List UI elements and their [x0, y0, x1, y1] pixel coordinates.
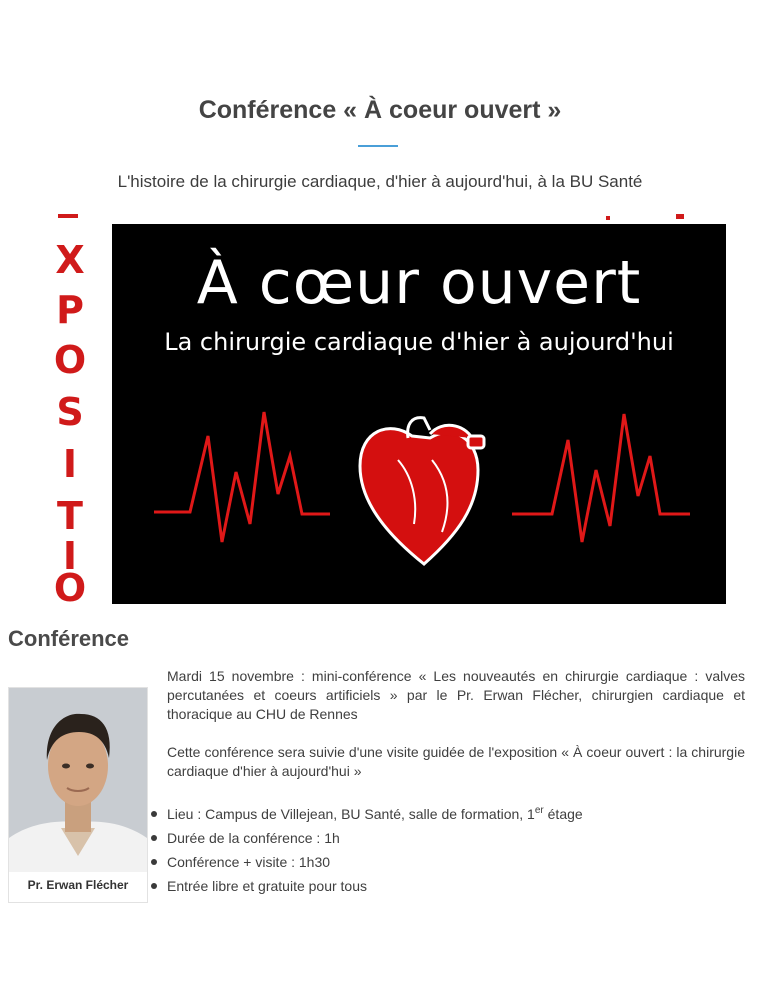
conference-description: Mardi 15 novembre : mini-conférence « Les nouveautés en chirurgie cardiaque : valves percutanées et coeurs artificiels » par le Pr. Erwan Flécher, chirurgien cardiaque et thoracique au CHU de Rennes [167, 668, 745, 722]
exhibition-banner [40, 210, 730, 606]
list-item-visit: Conférence + visite : 1h30 [167, 850, 745, 874]
expo-letter: X [55, 238, 85, 282]
expo-letter: O [53, 338, 87, 382]
expo-letter: S [56, 390, 84, 434]
banner-subtitle: La chirurgie cardiaque d'hier à aujourd'hui [164, 328, 674, 356]
banner-top-marks [40, 210, 730, 224]
speaker-photo [9, 688, 147, 872]
expo-letter: P [56, 288, 84, 332]
banner-title: À cœur ouvert [196, 248, 642, 318]
list-item-location [167, 802, 745, 826]
info-list [167, 802, 745, 898]
page-title: Conférence « À coeur ouvert » [198, 96, 562, 124]
page-subtitle: L'histoire de la chirurgie cardiaque, d'hier à aujourd'hui, à la BU Santé [117, 172, 643, 191]
expo-letter: O [53, 566, 87, 606]
banner-black-panel [112, 224, 726, 604]
section-heading: Conférence [8, 626, 130, 651]
expo-letter: T [57, 494, 83, 538]
list-item-entry: Entrée libre et gratuite pour tous [167, 874, 745, 898]
location-tail: étage [543, 806, 583, 822]
speaker-portrait-icon [9, 688, 147, 872]
speaker-photo-card [8, 687, 148, 903]
speaker-caption: Pr. Erwan Flécher [27, 878, 129, 892]
heart-icon [360, 418, 484, 564]
visit-description: Cette conférence sera suivie d'une visite guidée de l'exposition « À coeur ouvert : la chirurgie cardiaque d'hier à aujourd'hui » [167, 744, 745, 779]
exposition-vertical-text [40, 210, 100, 606]
floor-superscript: er [534, 805, 544, 816]
conference-details [167, 667, 745, 898]
expo-letter: I [62, 534, 78, 578]
list-item-duration: Durée de la conférence : 1h [167, 826, 745, 850]
title-divider [358, 145, 398, 147]
location-text: Lieu : Campus de Villejean, BU Santé, salle de formation, 1 [167, 806, 535, 822]
ecg-line-left-icon [154, 412, 330, 542]
expo-letter: I [62, 442, 78, 486]
ecg-line-right-icon [512, 414, 690, 542]
